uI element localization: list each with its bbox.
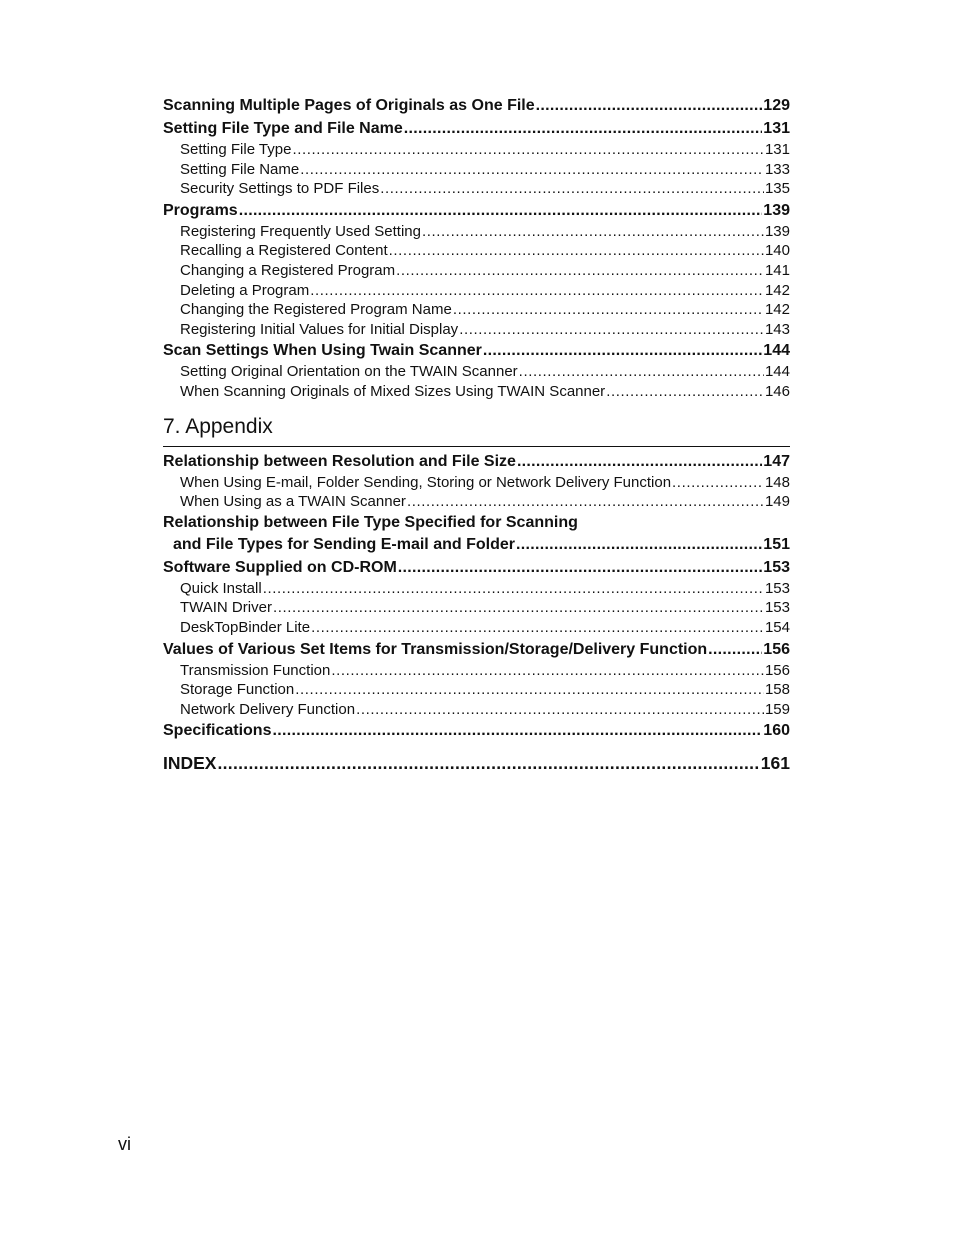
dot-leader — [263, 579, 764, 599]
toc-entry-sub[interactable] — [163, 598, 790, 618]
toc-entry-title: Setting Original Orientation on the TWAIN Scanner — [180, 363, 518, 381]
dot-leader — [459, 320, 764, 340]
toc-entry-page: 131 — [763, 120, 790, 137]
toc-entry-main[interactable] — [163, 339, 790, 362]
toc-entry-title: Specifications — [163, 722, 272, 740]
toc-entry-page: 146 — [764, 382, 790, 400]
toc-entry-title: Storage Function — [180, 681, 295, 699]
dot-leader — [217, 751, 759, 775]
toc-entry-title: When Scanning Originals of Mixed Sizes Using TWAIN Scanner — [180, 382, 606, 400]
toc-entry-page: 141 — [764, 261, 790, 279]
page-number: vi — [118, 1134, 131, 1154]
toc-entry-main[interactable] — [163, 117, 790, 140]
toc-entry-main[interactable] — [163, 199, 790, 222]
toc-entry-title: Quick Install — [180, 579, 262, 597]
toc-entry-title: Security Settings to PDF Files — [180, 180, 380, 198]
dot-leader — [517, 450, 762, 473]
toc-entry-sub[interactable] — [163, 179, 790, 199]
dot-leader — [606, 382, 764, 402]
dot-leader — [708, 638, 762, 661]
dot-leader — [300, 160, 764, 180]
toc-entry-title: Programs — [163, 201, 238, 219]
toc-entry-page: 153 — [764, 599, 790, 617]
toc-entry-page: 135 — [764, 180, 790, 198]
toc-entry-title: Setting File Name — [180, 160, 300, 178]
dot-leader — [453, 300, 764, 320]
dot-leader — [292, 140, 764, 160]
dot-leader — [404, 117, 763, 140]
toc-entry-page: 151 — [763, 535, 790, 553]
dot-leader — [310, 281, 764, 301]
toc-entry-title: Deleting a Program — [180, 281, 310, 299]
toc-entry-sub[interactable] — [163, 362, 790, 382]
table-of-contents — [163, 94, 790, 775]
toc-entry-sub[interactable] — [163, 579, 790, 599]
toc-entry-page: 139 — [764, 222, 790, 240]
dot-leader — [672, 473, 764, 493]
toc-entry-title: Network Delivery Function — [180, 700, 356, 718]
toc-entry-page: 140 — [764, 242, 790, 260]
dot-leader — [331, 661, 764, 681]
dot-leader — [239, 199, 763, 222]
chapter-heading: 7. Appendix — [163, 412, 790, 447]
toc-entry-title: Scan Settings When Using Twain Scanner — [163, 342, 482, 360]
toc-entry-sub[interactable] — [163, 281, 790, 301]
toc-entry-sub[interactable] — [163, 700, 790, 720]
toc-entry-title: Relationship between File Type Specified for Scanning — [163, 513, 578, 531]
dot-leader — [295, 680, 764, 700]
toc-section-c — [163, 556, 790, 743]
dot-leader — [273, 598, 764, 618]
toc-entry-page: 139 — [763, 201, 790, 219]
toc-entry-sub[interactable] — [163, 140, 790, 160]
toc-entry-page: 129 — [763, 97, 790, 114]
toc-entry-sub[interactable] — [163, 382, 790, 402]
toc-entry-title-line[interactable] — [163, 512, 790, 533]
toc-entry-sub[interactable] — [163, 320, 790, 340]
dot-leader — [519, 362, 764, 382]
toc-entry-page: 149 — [764, 493, 790, 511]
toc-entry-page: 133 — [764, 160, 790, 178]
toc-entry-page: 154 — [764, 618, 790, 636]
toc-entry-title: DeskTopBinder Lite — [180, 618, 311, 636]
toc-entry-title: Setting File Type — [180, 141, 292, 158]
toc-entry-index[interactable] — [163, 751, 790, 775]
toc-entry-main[interactable] — [163, 533, 790, 556]
toc-entry-sub[interactable] — [163, 241, 790, 261]
toc-entry-page: 147 — [763, 452, 790, 470]
toc-entry-title: INDEX — [163, 753, 217, 774]
toc-section-a — [163, 94, 790, 402]
dot-leader — [380, 179, 764, 199]
toc-entry-main[interactable] — [163, 450, 790, 473]
toc-entry-title: Relationship between Resolution and File Size — [163, 452, 516, 470]
dot-leader — [407, 492, 764, 512]
dot-leader — [396, 261, 764, 281]
toc-entry-page: 142 — [764, 301, 790, 319]
toc-entry-page: 159 — [764, 700, 790, 718]
toc-entry-title: Registering Initial Values for Initial Display — [180, 320, 459, 338]
toc-entry-page: 142 — [764, 281, 790, 299]
toc-entry-sub[interactable] — [163, 618, 790, 638]
toc-entry-page: 156 — [763, 640, 790, 658]
dot-leader — [422, 222, 764, 242]
toc-entry-page: 131 — [764, 141, 790, 158]
toc-entry-title: Software Supplied on CD-ROM — [163, 558, 397, 576]
toc-entry-main[interactable] — [163, 638, 790, 661]
toc-entry-sub[interactable] — [163, 300, 790, 320]
toc-entry-page: 160 — [763, 722, 790, 740]
dot-leader — [516, 533, 762, 556]
toc-entry-main[interactable] — [163, 719, 790, 742]
toc-entry-page: 156 — [764, 661, 790, 679]
toc-entry-sub[interactable] — [163, 473, 790, 493]
toc-entry-sub[interactable] — [163, 661, 790, 681]
toc-entry-page: 153 — [763, 558, 790, 576]
toc-entry-sub[interactable] — [163, 160, 790, 180]
toc-entry-title: Changing a Registered Program — [180, 261, 396, 279]
dot-leader — [311, 618, 764, 638]
toc-entry-title: Registering Frequently Used Setting — [180, 222, 421, 240]
toc-entry-page: 153 — [764, 579, 790, 597]
toc-entry-main[interactable] — [163, 94, 790, 117]
toc-entry-sub[interactable] — [163, 680, 790, 700]
toc-entry-title: Changing the Registered Program Name — [180, 301, 452, 319]
dot-leader — [483, 339, 762, 362]
dot-leader — [536, 94, 763, 117]
toc-entry-page: 144 — [763, 342, 790, 360]
toc-entry-title: and File Types for Sending E-mail and Folder — [173, 535, 515, 553]
toc-entry-title: When Using as a TWAIN Scanner — [180, 493, 406, 511]
dot-leader — [398, 556, 763, 579]
toc-entry-title: Scanning Multiple Pages of Originals as One File — [163, 97, 535, 114]
toc-section-b — [163, 450, 790, 512]
toc-entry-title: Setting File Type and File Name — [163, 120, 403, 137]
toc-entry-title: When Using E-mail, Folder Sending, Storing or Network Delivery Function — [180, 473, 672, 491]
toc-entry-title: TWAIN Driver — [180, 599, 272, 617]
toc-entry-title: Transmission Function — [180, 661, 331, 679]
toc-entry-page: 143 — [764, 320, 790, 338]
toc-entry-main[interactable] — [163, 556, 790, 579]
toc-entry-sub[interactable] — [163, 492, 790, 512]
toc-entry-sub[interactable] — [163, 261, 790, 281]
toc-entry-page: 144 — [764, 363, 790, 381]
toc-entry-page: 148 — [764, 473, 790, 491]
dot-leader — [389, 241, 764, 261]
toc-entry-title: Recalling a Registered Content — [180, 242, 388, 260]
toc-entry-title: Values of Various Set Items for Transmission/Storage/Delivery Function — [163, 640, 708, 658]
toc-entry-page: 158 — [764, 681, 790, 699]
dot-leader — [272, 719, 762, 742]
toc-entry-page: 161 — [760, 753, 790, 774]
dot-leader — [356, 700, 764, 720]
toc-entry-sub[interactable] — [163, 222, 790, 242]
